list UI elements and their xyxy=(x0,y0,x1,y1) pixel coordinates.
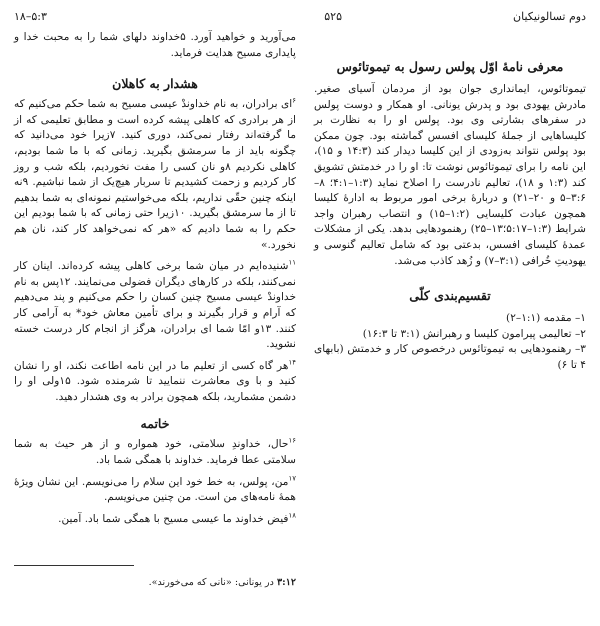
footnote-text: در یونانی: «نانی که می‌خورند». xyxy=(148,577,274,588)
paragraph xyxy=(14,259,296,353)
outline-item: ۱– مقدمه (۱:‏۱–۲) xyxy=(506,312,586,325)
verse-number: ۱۶ xyxy=(288,436,296,445)
closing-heading: خاتمه xyxy=(140,416,170,432)
verse-range: ۵:۳–۱۸ xyxy=(14,10,47,23)
paragraph xyxy=(14,437,296,468)
paragraph-text: حال، خداوندِ سلامتی، خود همواره و از هر حیث به شما سلامتی عطا فرماید. خداوند با همگی شما باد. xyxy=(14,438,296,467)
paragraph-text: فیض خداوند ما عیسی مسیح با همگی شما باد. آمین. xyxy=(58,512,289,525)
outline-item: ۳– رهنمودهایی به تیموتائوس درخصوص کار و خدمتش (بابهای ۴ تا ۶) xyxy=(314,343,586,371)
page-header xyxy=(14,8,586,26)
paragraph-text: من، پولس، به خط خود این سلام را می‌نویسم. این نشان ویژهٔ همهٔ نامه‌های من است. من چنین می‌نویسم. xyxy=(14,475,296,504)
paragraph-text: شنیده‌ایم در میان شما برخی کاهلی پیشه کرده‌اند. اینان کار نمی‌کنند، بلکه در کارهای دیگران فضولی می‌نمایند. ۱۲پس به نام خداوندْ عیسی مسیح چنین کسان را حکم می‌کنیم و پند می‌دهیم که آرام و قرار بگیرند و برای تأمین معاش خود* به آرامی کار کنند. ۱۳و امّا شما ای برادران، هرگز از انجام کار درست خسته نشوید. xyxy=(14,260,296,351)
footnote-divider xyxy=(14,565,134,566)
verse-number: ۱۷ xyxy=(288,474,296,483)
introduction-heading: معرفی نامهٔ اوّل پولس رسول به تیموتائوس xyxy=(336,59,564,74)
running-title: دوم تسالونیکیان xyxy=(513,10,586,23)
verse-number: ۱۸ xyxy=(288,511,296,520)
introduction-text: تیموتائوس، ایمانداری جوان بود از مردمان آسیای صغیر. مادرش یهودی بود و پدرش یونانی. او همکار و دوست پولس در سفرهای بشارتی وی بود. پولس او را به نظارت بر کلیساهایی از جملهٔ کلیسای افسس گماشته بود. چون ممکن بود پولس نتواند به‌زودی از این کلیسا دیدار کند (۳:‏۱۴ و ۱۵)، این نامه را برای تیموتائوس نوشت تا: او را در خدمتش تشویق کند (۳:‏۱ و ۱۸)، تعالیم نادرست را اصلاح نماید (۳:‏۱–۱:‏۴؛ ۸–۶:‏۳–۵ و ۲۰–۲۱) و دربارهٔ برخی امور مربوط به ادارهٔ کلیسا همچون عبادت کلیسایی (۲:‏۱–۱۵) و انتصاب رهبران واجد شرایط (۳:‏۱–۱۷:‏۵؛۱۳–۲۵) رهنمودهایی بدهد. یکی از مشکلات عمدهٔ کلیسای افسس، بدعتی بود که شامل تعالیم گنوسی و یهودیتِ خُرافی (۱:‏۳–۷) و زُهد کاذب می‌شد. xyxy=(314,83,587,267)
section-heading: هشدار به کاهلان xyxy=(112,76,198,92)
outline-list xyxy=(314,311,586,373)
page-number: ۵۲۵ xyxy=(324,10,342,23)
verse-number: ۶ xyxy=(292,96,296,105)
paragraph xyxy=(14,475,296,506)
verse-number: ۱۱ xyxy=(288,258,296,267)
paragraph xyxy=(14,359,296,406)
footnote xyxy=(14,576,296,590)
paragraph xyxy=(14,512,296,528)
paragraph-text: هر گاه کسی از تعلیم ما در این نامه اطاعت نکند، او را نشان کنید و با وی معاشرت ننمایید تا شرمنده شود. ۱۵ولی او را دشمن مشمارید، بلکه همچون برادر به وی هشدار دهید. xyxy=(14,359,297,403)
verse-number: ۱۴ xyxy=(288,358,296,367)
paragraph xyxy=(14,97,296,253)
outline-heading: تقسیم‌بندی کلّی xyxy=(409,288,491,304)
outline-item: ۲– تعالیمی پیرامون کلیسا و رهبرانش (۱:‏۳ تا ۳:‏۱۶) xyxy=(362,327,586,340)
paragraph-text: ای برادران، به نام خداوندْ عیسی مسیح به شما حکم می‌کنیم که از هر برادری که کاهلی پیشه کرده است و مطابق تعلیمی که از ما گرفته‌اند رفتار نمی‌کند، دوری کنید. ۷زیرا خود می‌دانید که چگونه باید از ما سرمشق بگیرید. زمانی که با ما شما بودیم، کاهلی نکردیم ۸و نان کسی را مفت نخوردیم، بلکه شب و روز کار کردیم و زحمت کشیدیم تا سربار هیچ‌یک از شما نباشیم. ۹نه اینکه چنین حقّی نداریم، بلکه می‌خواستیم نمونه‌ای به شما بدهیم تا از ما سرمشق بگیرید. ۱۰زیرا حتی زمانی که با شما بودیم این حکم را به شما دادیم که «هر که نمی‌خواهد کار کند، نان هم نخورد.» xyxy=(14,98,296,251)
footnote-reference: ۱۲:‏۳ xyxy=(276,577,296,588)
introduction-column xyxy=(314,30,586,374)
opening-text: می‌آورید و خواهید آورد. ۵خداوند دلهای شما را به محبت خدا و پایداری مسیح هدایت فرماید. xyxy=(14,31,297,59)
scripture-column xyxy=(14,30,296,527)
